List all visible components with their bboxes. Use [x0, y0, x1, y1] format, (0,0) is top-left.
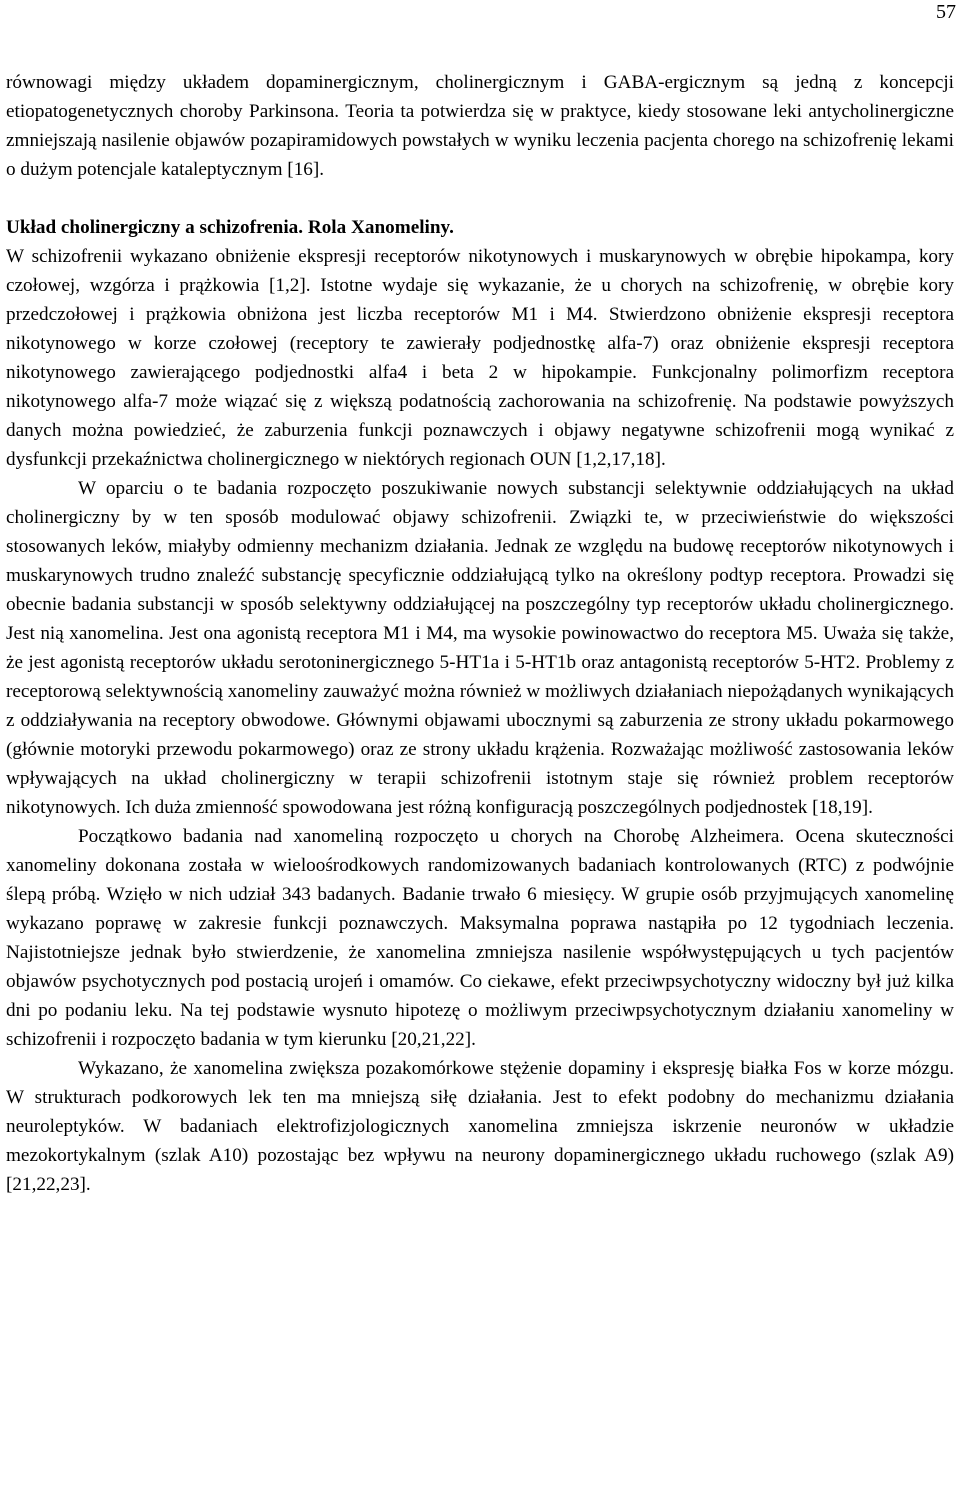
- page-number: 57: [936, 1, 956, 23]
- document-body: [6, 68, 954, 1199]
- spacer: [6, 184, 954, 213]
- paragraph: Początkowo badania nad xanomeliną rozpoczęto u chorych na Chorobę Alzheimera. Ocena skuteczności xanomeliny dokonana została w wieloośrodkowych randomizowanych badaniach kontrolowanych (RTC) z podwójnie ślepą próbą. Wzięło w nich udział 343 badanych. Badanie trwało 6 miesięcy. W grupie osób przyjmujących xanomelinę wykazano poprawę w zakresie funkcji poznawczych. Maksymalna poprawa nastąpiła po 12 tygodniach leczenia. Najistotniejsze jednak było stwierdzenie, że xanomelina zmniejsza nasilenie współwystępujących u tych pacjentów objawów psychotycznych pod postacią urojeń i omamów. Co ciekawe, efekt przeciwpsychotyczny widoczny był już kilka dni po podaniu leku. Na tej podstawie wysnuto hipotezę o możliwym przeciwpsychotycznym działaniu xanomeliny w schizofrenii i rozpoczęto badania w tym kierunku [20,21,22].: [6, 826, 954, 1050]
- paragraph-intro: równowagi między układem dopaminergicznym, cholinergicznym i GABA-ergicznym są jedną z koncepcji etiopatogenetycznych choroby Parkinsona. Teoria ta potwierdza się w praktyce, kiedy stosowane leki antycholinergiczne zmniejszają nasilenie objawów pozapiramidowych powstałych w wyniku leczenia pacjenta chorego na schizofrenię lekami o dużym potencjale kataleptycznym [16].: [6, 72, 954, 180]
- section-heading: Układ cholinergiczny a schizofrenia. Rola Xanomeliny.: [6, 217, 454, 238]
- paragraph: W schizofrenii wykazano obniżenie ekspresji receptorów nikotynowych i muskarynowych w obrębie hipokampa, kory czołowej, wzgórza i prążkowia [1,2]. Istotne wydaje się wykazanie, że u chorych na schizofrenię, w obrębie kory przedczołowej i prążkowia obniżona jest liczba receptorów M1 i M4. Stwierdzono obniżenie ekspresji receptora nikotynowego w korze czołowej (receptory te zawierały podjednostkę alfa-7) oraz obniżenie ekspresji receptora nikotynowego zawierającego podjednostki alfa4 i beta 2 w hipokampie. Funkcjonalny polimorfizm receptora nikotynowego alfa-7 może wiązać się z większą podatnością zachorowania na schizofrenię. Na podstawie powyższych danych można powiedzieć, że zaburzenia funkcji poznawczych i objawy negatywne schizofrenii mogą wynikać z dysfunkcji przekaźnictwa cholinergicznego w niektórych regionach OUN [1,2,17,18].: [6, 246, 954, 470]
- paragraph: Wykazano, że xanomelina zwiększa pozakomórkowe stężenie dopaminy i ekspresję białka Fos w korze mózgu. W strukturach podkorowych lek ten ma mniejszą siłę działania. Jest to efekt podobny do mechanizmu działania neuroleptyków. W badaniach elektrofizjologicznych xanomelina zmniejsza iskrzenie neuronów w układzie mezokortykalnym (szlak A10) pozostając bez wpływu na neurony dopaminergicznego układu ruchowego (szlak A9) [21,22,23].: [6, 1058, 954, 1195]
- paragraph: W oparciu o te badania rozpoczęto poszukiwanie nowych substancji selektywnie oddziałujących na układ cholinergiczny by w ten sposób modulować objawy schizofrenii. Związki te, w przeciwieństwie do większości stosowanych leków, miałyby odmienny mechanizm działania. Jednak ze względu na budowę receptorów nikotynowych i muskarynowych trudno znaleźć substancję specyficznie oddziałującą tylko na określony podtyp receptora. Prowadzi się obecnie badania substancji w sposób selektywny oddziałującej na poszczególny typ receptorów układu cholinergicznego. Jest nią xanomelina. Jest ona agonistą receptora M1 i M4, ma wysokie powinowactwo do receptora M5. Uważa się także, że jest agonistą receptorów układu serotoninergicznego 5-HT1a i 5-HT1b oraz antagonistą receptorów 5-HT2. Problemy z receptorową selektywnością xanomeliny zauważyć można również w możliwych działaniach niepożądanych wynikających z oddziaływania na receptory obwodowe. Głównymi objawami ubocznymi są zaburzenia ze strony układu pokarmowego (głównie motoryki przewodu pokarmowego) oraz ze strony układu krążenia. Rozważając możliwość zastosowania leków wpływających na układ cholinergiczny w terapii schizofrenii istotnym staje się również problem receptorów nikotynowych. Ich duża zmienność spowodowana jest różną konfiguracją poszczególnych podjednostek [18,19].: [6, 478, 954, 818]
